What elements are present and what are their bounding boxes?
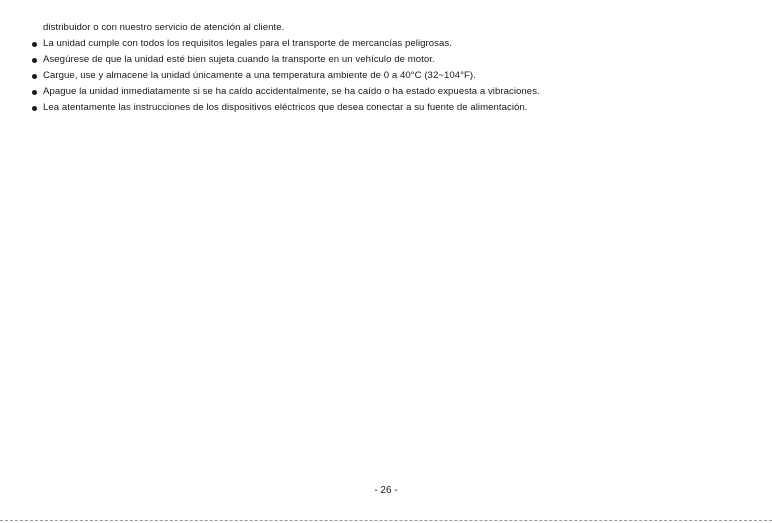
bullet-text: Lea atentamente las instrucciones de los dispositivos eléctricos que desea conectar a su fuente de alimentación. (43, 102, 528, 113)
bullet-item (31, 52, 761, 68)
bullet-item (31, 36, 761, 52)
bullet-text: Cargue, use y almacene la unidad únicamente a una temperatura ambiente de 0 a 40°C (32~104°F). (43, 70, 476, 81)
bullet-item (31, 100, 761, 116)
bullet-text: Apague la unidad inmediatamente si se ha caído accidentalmente, se ha caído o ha estado expuesta a vibraciones. (43, 86, 540, 97)
bullet-dot-icon (32, 58, 37, 63)
page-number: - 26 - (374, 485, 398, 496)
bullet-dot-icon (32, 42, 37, 47)
safety-bullet-list (31, 36, 761, 116)
body-text (31, 20, 761, 116)
bullet-text: Asegúrese de que la unidad esté bien sujeta cuando la transporte en un vehículo de motor. (43, 54, 435, 65)
bullet-item (31, 84, 761, 100)
bullet-dot-icon (32, 90, 37, 95)
bullet-dot-icon (32, 74, 37, 79)
bullet-dot-icon (32, 106, 37, 111)
page-bottom-border (0, 520, 772, 521)
continuation-line: distribuidor o con nuestro servicio de atención al cliente. (43, 22, 285, 33)
bullet-item (31, 68, 761, 84)
bullet-text: La unidad cumple con todos los requisitos legales para el transporte de mercancías peligrosas. (43, 38, 452, 49)
